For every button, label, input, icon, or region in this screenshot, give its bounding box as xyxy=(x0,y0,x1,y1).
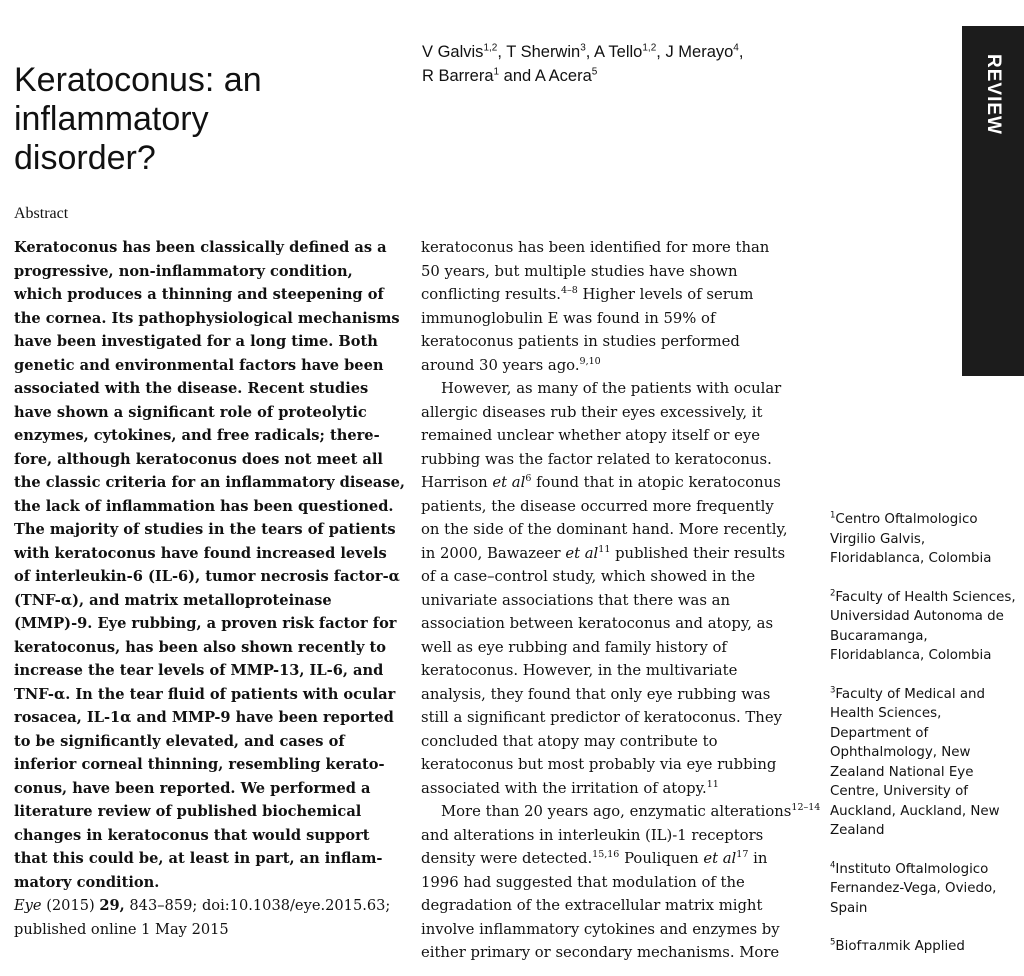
abstract-line: rosacea, IL-1α and MMP-9 have been reported xyxy=(14,709,394,726)
abstract-heading: Abstract xyxy=(14,205,69,222)
body-line: density were detected.$^{15,16}$ Pouliquen et $al^{17}$ in xyxy=(421,849,768,867)
abstract-line: the lack of inflammation has been questioned. xyxy=(14,497,394,515)
body-line: Harrison et $al^6$ found that in atopic keratoconus xyxy=(421,473,781,491)
affiliation-line: Ophthalmology, New xyxy=(830,745,971,760)
body-line: degradation of the extracellular matrix might xyxy=(421,897,763,914)
abstract-line: changes in keratoconus that would support xyxy=(14,826,370,844)
body-line: well as eye rubbing and family history of xyxy=(421,638,727,656)
abstract-line: enzymes, cytokines, and free radicals; there- xyxy=(14,427,380,444)
affiliation-line: Floridablanca, Colombia xyxy=(830,648,992,663)
body-line: 1996 had suggested that modulation of the xyxy=(421,873,745,891)
author-name: V Galvis xyxy=(422,43,484,61)
abstract-line: to be significantly elevated, and cases of xyxy=(14,732,345,750)
affiliation-line: Bucaramanga, xyxy=(830,628,928,644)
abstract-line: TNF-α. In the tear fluid of patients with ocular xyxy=(14,685,396,703)
body-line: still a significant predictor of keratoconus. They xyxy=(421,709,782,726)
body-column xyxy=(421,236,821,965)
title-line: inflammatory xyxy=(14,99,209,138)
abstract-line: (TNF-α), and matrix metalloproteinase xyxy=(14,591,332,609)
abstract-line: matory condition. xyxy=(14,873,160,891)
citation-journal: Eye xyxy=(14,897,42,914)
body-line: keratoconus has been identified for more than xyxy=(421,239,770,256)
reference-number: 17 xyxy=(736,849,749,861)
abstract-line: the classic criteria for an inflammatory disease, xyxy=(14,474,405,491)
abstract-line: keratoconus, has been also shown recently to xyxy=(14,638,386,656)
affiliation-line: Fernandez-Vega, Oviedo, xyxy=(830,881,997,896)
affiliation-line: Floridablanca, Colombia xyxy=(830,551,992,566)
author-affil-ref: 1,2 xyxy=(642,42,657,54)
abstract-line: increase the tear levels of MMP-13, IL-6, and xyxy=(14,662,384,679)
author-name: A Tello xyxy=(594,43,643,61)
affiliation xyxy=(830,937,1024,957)
body-line: and alterations in interleukin (IL)-1 receptors xyxy=(421,826,764,844)
author-name: J Merayo xyxy=(665,43,734,61)
affiliation-line: Auckland, Auckland, New xyxy=(830,803,1000,819)
affiliation-number: 3 xyxy=(830,685,836,696)
body-emphasis: et al xyxy=(703,850,737,867)
abstract-line: fore, although keratoconus does not meet all xyxy=(14,450,383,468)
body-line: analysis, they found that only eye rubbing was xyxy=(421,685,771,703)
author-line xyxy=(422,40,842,64)
body-emphasis: et al xyxy=(565,544,599,562)
reference-number: 11 xyxy=(706,778,719,790)
abstract-line: associated with the disease. Recent studies xyxy=(14,380,369,397)
abstract-line: Keratoconus has been classically defined as a xyxy=(14,239,387,256)
body-line: around 30 years ago.$^{9,10}$ xyxy=(421,355,601,374)
abstract-line: with keratoconus have found increased levels xyxy=(14,544,387,562)
author-name: R Barrera xyxy=(422,67,494,85)
abstract-line: (MMP)-9. Eye rubbing, a proven risk factor for xyxy=(14,615,397,632)
body-line: immunoglobulin E was found in 59% of xyxy=(421,309,716,327)
affiliation-number: 2 xyxy=(830,588,836,599)
section-tab xyxy=(962,26,1024,376)
affiliation-line: $^2$Faculty of Health Sciences, xyxy=(830,588,1016,605)
affiliation-line: Department of xyxy=(830,725,929,741)
reference-number: 12–14 xyxy=(791,802,821,814)
affiliation xyxy=(830,588,1024,666)
reference-number: 11 xyxy=(598,543,611,555)
author-affil-ref: 4 xyxy=(733,42,739,54)
author-list xyxy=(422,40,842,88)
author-separator: , xyxy=(497,43,507,61)
affiliation-line: Centre, University of xyxy=(830,784,968,799)
citation-volume: 29, xyxy=(99,897,125,914)
affiliation-line: Spain xyxy=(830,900,868,916)
section-tab-label: REVIEW xyxy=(983,54,1004,135)
affiliation xyxy=(830,685,1024,841)
abstract-line: have shown a significant role of proteolytic xyxy=(14,403,367,421)
title-line: Keratoconus: an xyxy=(14,60,262,99)
body-line: patients, the disease occurred more frequently xyxy=(421,497,774,515)
abstract-line: which produces a thinning and steepening of xyxy=(14,286,384,303)
body-line: either primary or secondary mechanisms. More xyxy=(421,944,780,961)
affiliation-number: 4 xyxy=(830,860,836,871)
affiliation-line: Virgilio Galvis, xyxy=(830,531,926,547)
affiliation-line: $^3$Faculty of Medical and xyxy=(830,685,986,702)
author-separator: , xyxy=(656,43,666,61)
affiliation-number: 5 xyxy=(830,937,836,948)
author-name: T Sherwin xyxy=(506,43,581,61)
abstract-column xyxy=(14,236,405,941)
reference-number: 4–8 xyxy=(560,285,578,297)
abstract-line: that this could be, at least in part, an inflam- xyxy=(14,850,383,867)
affiliation-line: Universidad Autonoma de xyxy=(830,609,1004,624)
body-line: rubbing was the factor related to keratoconus. xyxy=(421,450,772,468)
abstract-line: conus, have been reported. We performed a xyxy=(14,779,371,797)
citation-online: published online 1 May 2015 xyxy=(14,920,229,938)
body-line: keratoconus patients in studies performed xyxy=(421,333,740,350)
author-affil-ref: 5 xyxy=(591,66,598,78)
citation-year: (2015) xyxy=(46,897,95,914)
author-separator: , xyxy=(738,43,744,61)
body-line: univariate associations that there was an xyxy=(421,591,731,609)
abstract-line: have been investigated for a long time. Both xyxy=(14,333,378,350)
affiliations xyxy=(830,510,1024,976)
affiliation-line: $^1$Centro Oftalmologico xyxy=(830,510,978,527)
body-line: keratoconus. However, in the multivariate xyxy=(421,662,738,679)
body-line: in 2000, Bawazeer et $al^{11}$ published their results xyxy=(421,543,786,562)
author-affil-ref: 1 xyxy=(493,66,500,78)
title-line: disorder? xyxy=(14,138,156,177)
body-line: More than 20 years ago, enzymatic alterations$^{12-14}$ xyxy=(441,802,821,820)
abstract-line: The majority of studies in the tears of patients xyxy=(14,521,396,538)
author-affil-ref: 1,2 xyxy=(483,42,498,54)
affiliation-line: Health Sciences, xyxy=(830,706,942,721)
body-line: conflicting results.$^{4-8}$ Higher levels of serum xyxy=(421,285,754,303)
reference-number: 15,16 xyxy=(592,849,620,861)
affiliation-line: $^5$Biofталmik Applied xyxy=(830,937,965,954)
citation-pages: 843–859; doi:10.1038/eye.2015.63; xyxy=(129,897,391,914)
body-line: of a case–control study, which showed in the xyxy=(421,568,756,585)
affiliation-line: Zealand National Eye xyxy=(830,764,974,780)
body-line: However, as many of the patients with ocular xyxy=(441,380,782,397)
body-line: concluded that atopy may contribute to xyxy=(421,732,718,750)
body-emphasis: et al xyxy=(492,474,526,491)
abstract-line: of interleukin-6 (IL-6), tumor necrosis factor-α xyxy=(14,568,400,585)
author-name: A Acera xyxy=(534,67,592,85)
reference-number: 6 xyxy=(525,473,532,485)
body-line: keratoconus but most probably via eye rubbing xyxy=(421,756,777,773)
affiliation-number: 1 xyxy=(830,510,836,521)
author-affil-ref: 3 xyxy=(580,42,586,54)
affiliation-line: $^4$Instituto Oftalmologico xyxy=(830,860,989,877)
body-line: 50 years, but multiple studies have shown xyxy=(421,262,738,280)
body-line: association between keratoconus and atopy, as xyxy=(421,615,774,632)
body-line: on the side of the dominant hand. More recently, xyxy=(421,521,788,538)
author-line xyxy=(422,64,842,88)
affiliation xyxy=(830,510,1024,569)
affiliation xyxy=(830,860,1024,919)
author-separator: and xyxy=(499,67,535,85)
citation-line xyxy=(14,894,394,918)
affiliation-line: Zealand xyxy=(830,823,885,838)
abstract-line: literature review of published biochemical xyxy=(14,803,362,820)
abstract-line: the cornea. Its pathophysiological mechanisms xyxy=(14,309,400,327)
abstract-line: genetic and environmental factors have been xyxy=(14,356,384,374)
author-separator: , xyxy=(585,43,595,61)
body-line: associated with the irritation of atopy.$^{11}$ xyxy=(421,778,719,797)
body-line: involve inflammatory cytokines and enzymes by xyxy=(421,920,780,938)
abstract-text xyxy=(14,236,405,894)
abstract-line: inferior corneal thinning, resembling kerato- xyxy=(14,756,385,773)
abstract-line: progressive, non-inflammatory condition, xyxy=(14,262,353,280)
body-line: remained unclear whether atopy itself or eye xyxy=(421,427,760,444)
body-line: allergic diseases rub their eyes excessively, it xyxy=(421,403,763,421)
reference-number: 9,10 xyxy=(579,355,601,367)
article-title xyxy=(14,61,344,178)
